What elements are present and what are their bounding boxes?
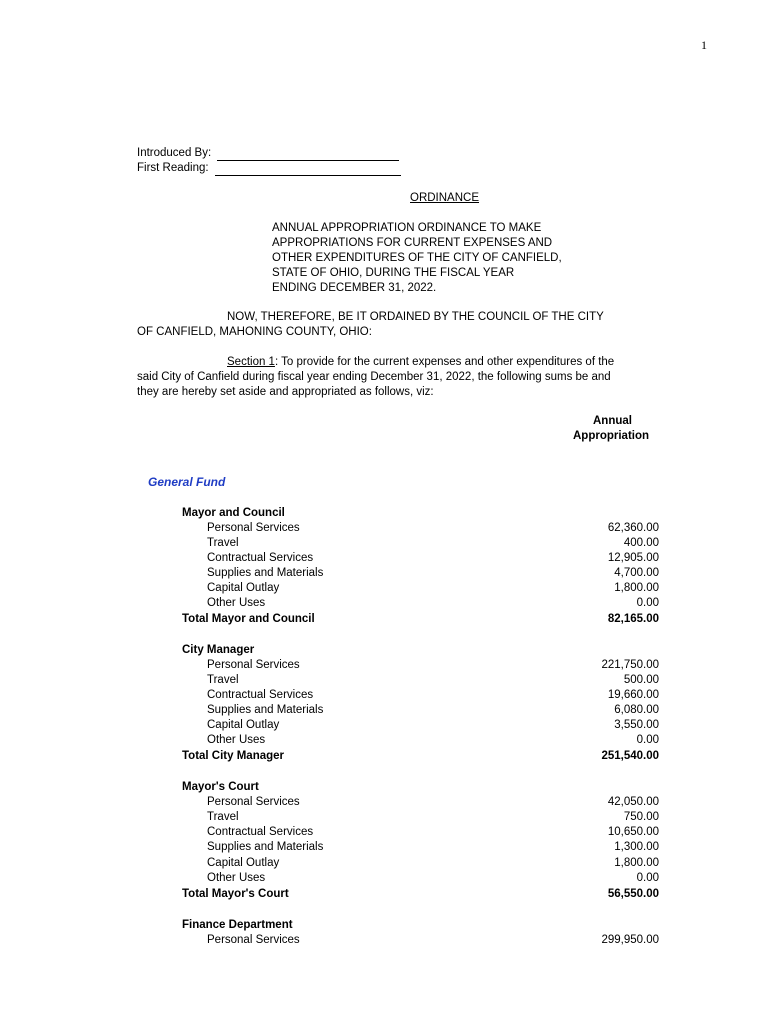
- item-label: Capital Outlay: [207, 719, 280, 731]
- department-heading: [182, 918, 659, 933]
- item-amount: 19,660.00: [607, 689, 659, 701]
- item-label: Personal Services: [207, 796, 300, 808]
- item-label: Personal Services: [207, 659, 300, 671]
- line-item: [182, 840, 659, 855]
- item-label: Travel: [207, 811, 239, 823]
- line-item: [182, 810, 659, 825]
- item-amount: 3,550.00: [614, 719, 659, 731]
- item-label: Contractual Services: [207, 552, 314, 564]
- item-amount: 1,300.00: [614, 841, 659, 853]
- caption-block: [272, 221, 562, 296]
- column-header-annual: Annual: [593, 415, 632, 427]
- total-label: Total City Manager: [182, 750, 285, 762]
- line-item: [182, 733, 659, 748]
- section-line-3: they are hereby set aside and appropriated as follows, viz:: [137, 386, 434, 398]
- item-label: Supplies and Materials: [207, 704, 324, 716]
- total-label: Total Mayor's Court: [182, 888, 289, 900]
- line-item: [182, 521, 659, 536]
- item-amount: 4,700.00: [614, 567, 659, 579]
- line-item: [182, 673, 659, 688]
- item-amount: 400.00: [623, 537, 659, 549]
- department-total: [182, 612, 659, 627]
- line-item: [182, 658, 659, 673]
- ordain-line-2: OF CANFIELD, MAHONING COUNTY, OHIO:: [137, 326, 372, 338]
- item-amount: 10,650.00: [607, 826, 659, 838]
- item-amount: 221,750.00: [601, 659, 659, 671]
- department-name: City Manager: [182, 644, 255, 656]
- line-item: [182, 825, 659, 840]
- ordain-line-1: NOW, THEREFORE, BE IT ORDAINED BY THE COUNCIL OF THE CITY: [227, 311, 604, 323]
- item-amount: 0.00: [636, 872, 659, 884]
- caption-line: ENDING DECEMBER 31, 2022.: [272, 282, 437, 294]
- fund-title: General Fund: [148, 475, 226, 489]
- caption-line: STATE OF OHIO, DURING THE FISCAL YEAR: [272, 267, 515, 279]
- item-label: Personal Services: [207, 522, 300, 534]
- section-text: : To provide for the current expenses and other expenditures of the: [274, 356, 615, 368]
- item-label: Contractual Services: [207, 826, 314, 838]
- total-amount: 56,550.00: [607, 888, 659, 900]
- total-amount: 251,540.00: [601, 750, 659, 762]
- line-item: [182, 566, 659, 581]
- department-heading: [182, 780, 659, 795]
- ordinance-title: ORDINANCE: [410, 192, 480, 204]
- caption-line: OTHER EXPENDITURES OF THE CITY OF CANFIELD,: [272, 252, 562, 264]
- item-amount: 299,950.00: [601, 934, 659, 946]
- first-reading-row: [137, 161, 401, 176]
- item-amount: 42,050.00: [607, 796, 659, 808]
- introduced-by-blank: [217, 148, 399, 161]
- item-label: Travel: [207, 537, 239, 549]
- first-reading-label: First Reading:: [137, 162, 209, 174]
- item-label: Supplies and Materials: [207, 841, 324, 853]
- introduced-by-label: Introduced By:: [137, 147, 212, 159]
- department-name: Mayor's Court: [182, 781, 259, 793]
- line-item: [182, 688, 659, 703]
- item-amount: 750.00: [623, 811, 659, 823]
- item-label: Other Uses: [207, 872, 266, 884]
- section-label: Section 1: [227, 356, 275, 368]
- item-label: Capital Outlay: [207, 857, 280, 869]
- department-name: Mayor and Council: [182, 507, 285, 519]
- line-item: [182, 551, 659, 566]
- line-item: [182, 596, 659, 611]
- line-item: [182, 718, 659, 733]
- department-name: Finance Department: [182, 919, 293, 931]
- item-label: Other Uses: [207, 597, 266, 609]
- department-total: [182, 749, 659, 764]
- introduced-by-row: [137, 146, 399, 161]
- department-total: [182, 887, 659, 902]
- first-reading-blank: [215, 163, 401, 176]
- item-amount: 12,905.00: [607, 552, 659, 564]
- item-amount: 0.00: [636, 597, 659, 609]
- item-label: Personal Services: [207, 934, 300, 946]
- item-label: Other Uses: [207, 734, 266, 746]
- item-amount: 0.00: [636, 734, 659, 746]
- item-amount: 500.00: [623, 674, 659, 686]
- caption-line: APPROPRIATIONS FOR CURRENT EXPENSES AND: [272, 237, 553, 249]
- item-label: Contractual Services: [207, 689, 314, 701]
- item-label: Supplies and Materials: [207, 567, 324, 579]
- item-label: Travel: [207, 674, 239, 686]
- item-amount: 6,080.00: [614, 704, 659, 716]
- department-heading: [182, 506, 659, 521]
- section-line-1: [227, 355, 614, 370]
- item-label: Capital Outlay: [207, 582, 280, 594]
- caption-line: ANNUAL APPROPRIATION ORDINANCE TO MAKE: [272, 222, 542, 234]
- total-amount: 82,165.00: [607, 613, 659, 625]
- line-item: [182, 856, 659, 871]
- column-header-appropriation: Appropriation: [573, 430, 650, 442]
- total-label: Total Mayor and Council: [182, 613, 315, 625]
- line-item: [182, 703, 659, 718]
- section-line-2: said City of Canfield during fiscal year ending December 31, 2022, the following sums be and: [137, 371, 611, 383]
- line-item: [182, 933, 659, 948]
- item-amount: 1,800.00: [614, 857, 659, 869]
- item-amount: 62,360.00: [607, 522, 659, 534]
- line-item: [182, 581, 659, 596]
- item-amount: 1,800.00: [614, 582, 659, 594]
- department-heading: [182, 643, 659, 658]
- line-item: [182, 871, 659, 886]
- page-number: 1: [701, 38, 707, 52]
- line-item: [182, 536, 659, 551]
- line-item: [182, 795, 659, 810]
